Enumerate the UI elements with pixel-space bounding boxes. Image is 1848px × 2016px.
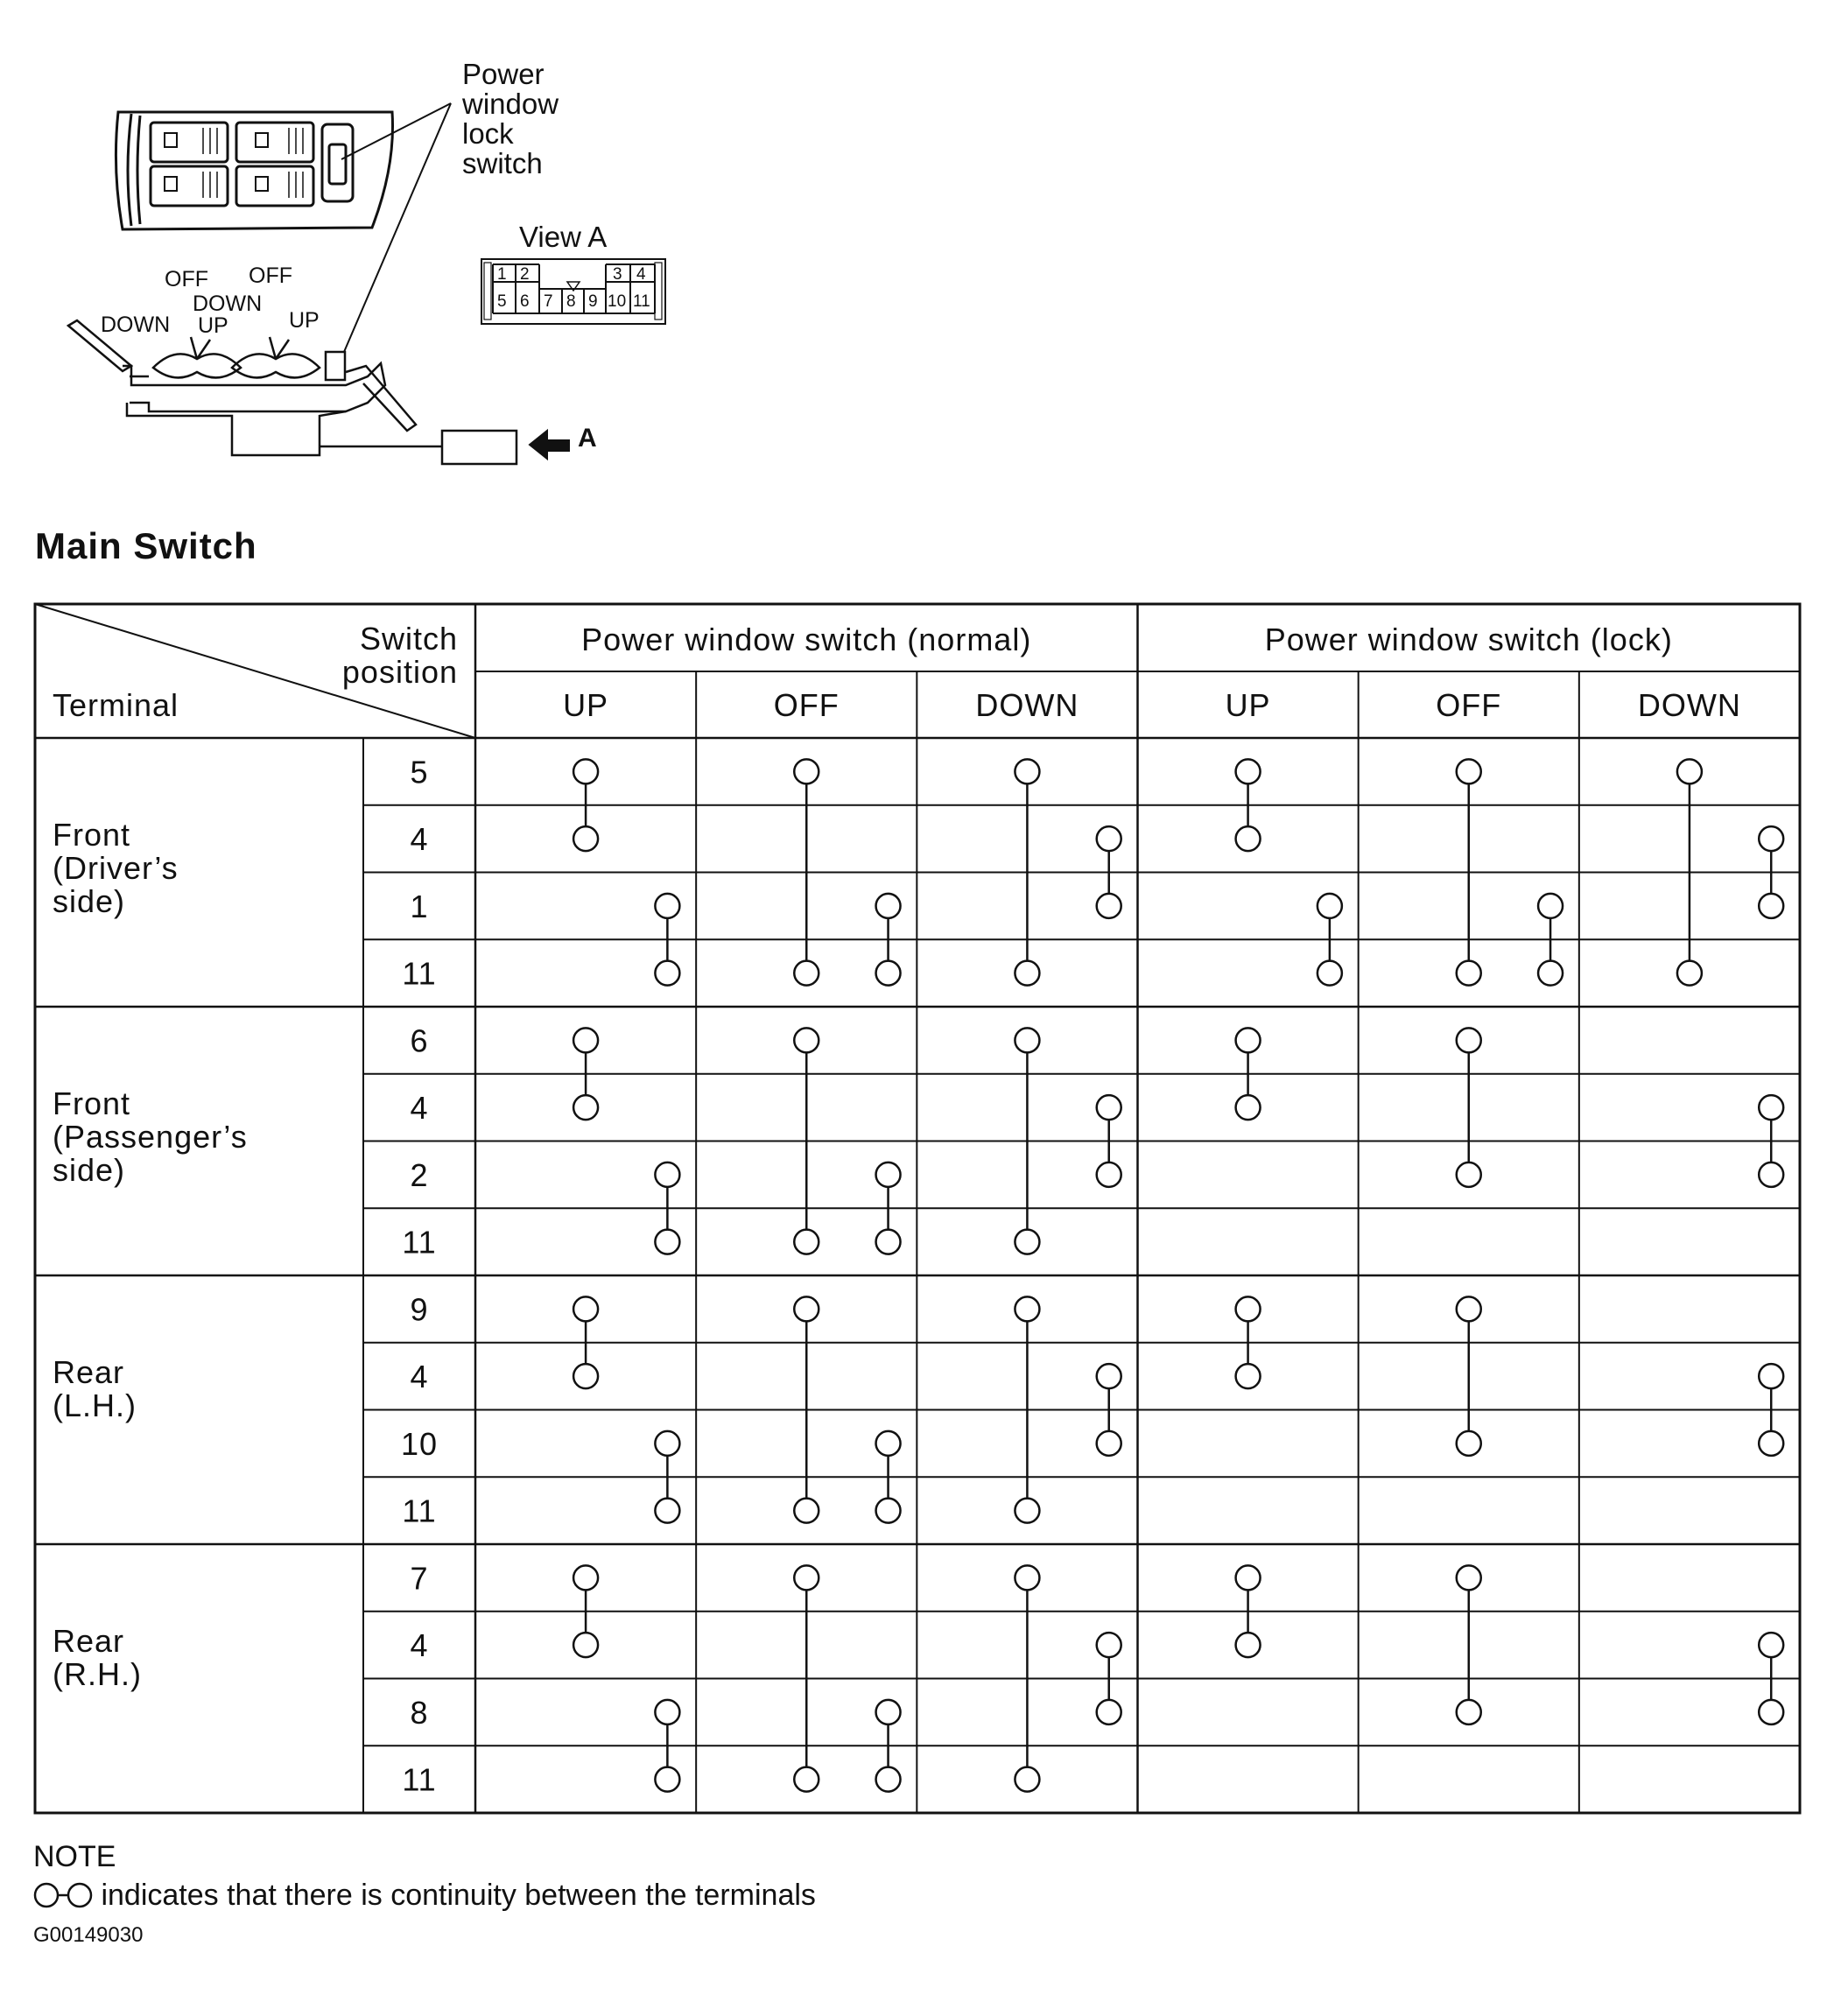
terminal-circle xyxy=(655,961,679,986)
note-title: NOTE xyxy=(33,1840,116,1873)
note-text: indicates that there is continuity between the terminals xyxy=(101,1879,816,1912)
terminal-circle xyxy=(1097,1633,1121,1657)
terminal-circle xyxy=(1236,759,1261,783)
corner-label: Switch xyxy=(359,621,458,657)
terminal-circle xyxy=(1015,759,1039,783)
terminal-circle xyxy=(1457,1700,1481,1724)
callout-line: switch xyxy=(462,147,543,179)
terminal-circle xyxy=(655,1431,679,1456)
terminal-circle xyxy=(1759,894,1783,918)
terminal-circle xyxy=(1457,961,1481,986)
rocker-label: DOWN xyxy=(101,313,171,337)
terminal-circle xyxy=(794,1230,819,1254)
rocker-label: DOWN xyxy=(193,292,263,316)
group-header: Power window switch (lock) xyxy=(1264,622,1673,657)
terminal-number: 11 xyxy=(402,1224,437,1261)
terminal-circle xyxy=(1236,1633,1261,1657)
section-name: Rear xyxy=(53,1354,125,1391)
column-header: UP xyxy=(1225,687,1271,723)
rocker-label: UP xyxy=(198,313,228,338)
figure-id: G00149030 xyxy=(33,1923,144,1947)
terminal-circle xyxy=(573,1565,598,1590)
terminal-circle xyxy=(1759,826,1783,851)
connector-pin-label: 6 xyxy=(520,292,530,311)
terminal-circle xyxy=(1759,1163,1783,1187)
terminal-circle xyxy=(1457,1431,1481,1456)
terminal-circle xyxy=(876,961,901,986)
terminal-circle xyxy=(1759,1095,1783,1120)
terminal-circle xyxy=(1015,961,1039,986)
terminal-number: 4 xyxy=(410,1090,429,1127)
terminal-circle xyxy=(1015,1565,1039,1590)
continuity-symbol-icon xyxy=(33,1880,93,1910)
callout-line: Power xyxy=(462,58,545,90)
terminal-circle xyxy=(1236,1095,1261,1120)
terminal-circle xyxy=(1759,1431,1783,1456)
section-name: Front xyxy=(53,817,131,853)
section-name: (R.H.) xyxy=(53,1656,142,1693)
terminal-circle xyxy=(1538,894,1563,918)
terminal-circle xyxy=(1457,1296,1481,1321)
terminal-circle xyxy=(1759,1633,1783,1657)
terminal-number: 4 xyxy=(410,1627,429,1664)
terminal-circle xyxy=(573,1028,598,1052)
arrow-label: A xyxy=(578,424,597,453)
connector-pin-label: 11 xyxy=(633,292,650,311)
terminal-circle xyxy=(655,1499,679,1523)
terminal-circle xyxy=(573,1633,598,1657)
terminal-circle xyxy=(876,894,901,918)
terminal-circle xyxy=(1677,759,1702,783)
rocker-label: OFF xyxy=(165,267,208,292)
column-header: DOWN xyxy=(1637,687,1741,723)
section-name: (Passenger’s xyxy=(53,1119,248,1156)
terminal-circle xyxy=(794,1028,819,1052)
terminal-number: 1 xyxy=(410,888,429,924)
connector-pin-label: 3 xyxy=(613,265,622,284)
terminal-number: 9 xyxy=(410,1291,429,1328)
rocker-label: OFF xyxy=(249,263,292,288)
terminal-circle xyxy=(655,1163,679,1187)
section-name: (L.H.) xyxy=(53,1387,137,1424)
terminal-circle xyxy=(1457,1028,1481,1052)
column-header: DOWN xyxy=(975,687,1079,723)
section-name: (Driver’s xyxy=(53,850,179,887)
rocker-label: UP xyxy=(289,308,320,333)
terminal-circle xyxy=(1759,1364,1783,1388)
column-header: UP xyxy=(563,687,609,723)
terminal-number: 11 xyxy=(402,1493,437,1529)
corner-label: Terminal xyxy=(53,687,179,723)
terminal-circle xyxy=(1097,826,1121,851)
terminal-circle xyxy=(1097,1700,1121,1724)
terminal-circle xyxy=(1015,1499,1039,1523)
connector-pin-label: 7 xyxy=(544,292,553,311)
terminal-circle xyxy=(1236,826,1261,851)
column-header: OFF xyxy=(773,687,840,723)
terminal-circle xyxy=(573,826,598,851)
terminal-circle xyxy=(573,1364,598,1388)
terminal-circle xyxy=(573,759,598,783)
terminal-circle xyxy=(876,1499,901,1523)
section-name: Rear xyxy=(53,1623,125,1660)
terminal-number: 10 xyxy=(400,1425,439,1462)
callout-line: window xyxy=(462,88,559,120)
terminal-number: 11 xyxy=(402,1761,437,1798)
terminal-number: 8 xyxy=(410,1694,429,1731)
connector-pin-label: 9 xyxy=(588,292,598,311)
terminal-circle xyxy=(1759,1700,1783,1724)
corner-label: position xyxy=(341,654,458,690)
terminal-circle xyxy=(876,1431,901,1456)
terminal-circle xyxy=(876,1700,901,1724)
view-a-label: View A xyxy=(519,221,608,253)
terminal-circle xyxy=(876,1163,901,1187)
section-name: side) xyxy=(53,883,126,920)
terminal-circle xyxy=(1097,894,1121,918)
terminal-number: 4 xyxy=(410,1359,429,1395)
terminal-number: 4 xyxy=(410,821,429,858)
terminal-circle xyxy=(1015,1230,1039,1254)
terminal-circle xyxy=(1015,1296,1039,1321)
terminal-circle xyxy=(1317,894,1342,918)
connector-pin-label: 1 xyxy=(497,265,507,284)
connector-pin-label: 4 xyxy=(636,265,646,284)
terminal-circle xyxy=(794,1767,819,1792)
terminal-circle xyxy=(573,1095,598,1120)
terminal-circle xyxy=(1317,961,1342,986)
terminal-circle xyxy=(573,1296,598,1321)
terminal-circle xyxy=(1236,1565,1261,1590)
section-name: Front xyxy=(53,1085,131,1122)
note-line xyxy=(33,1879,816,1913)
connector-pin-label: 10 xyxy=(608,292,627,311)
terminal-circle xyxy=(655,1230,679,1254)
terminal-circle xyxy=(1236,1364,1261,1388)
column-header: OFF xyxy=(1436,687,1502,723)
terminal-number: 11 xyxy=(402,955,437,992)
terminal-circle xyxy=(1097,1364,1121,1388)
terminal-circle xyxy=(794,1565,819,1590)
terminal-number: 6 xyxy=(410,1022,429,1059)
terminal-circle xyxy=(1015,1028,1039,1052)
terminal-number: 5 xyxy=(410,754,429,790)
terminal-circle xyxy=(794,759,819,783)
connector-pin-label: 8 xyxy=(566,292,576,311)
terminal-circle xyxy=(1097,1095,1121,1120)
terminal-circle xyxy=(1457,759,1481,783)
terminal-circle xyxy=(1457,1163,1481,1187)
terminal-circle xyxy=(1097,1431,1121,1456)
terminal-circle xyxy=(1236,1296,1261,1321)
terminal-circle xyxy=(794,1499,819,1523)
terminal-number: 2 xyxy=(410,1156,429,1193)
terminal-number: 7 xyxy=(410,1560,429,1597)
terminal-circle xyxy=(655,894,679,918)
connector-pin-label: 2 xyxy=(520,265,530,284)
terminal-circle xyxy=(655,1767,679,1792)
terminal-circle xyxy=(655,1700,679,1724)
terminal-circle xyxy=(1236,1028,1261,1052)
section-name: side) xyxy=(53,1152,126,1189)
section-heading: Main Switch xyxy=(35,525,257,566)
terminal-circle xyxy=(1097,1163,1121,1187)
terminal-circle xyxy=(1677,961,1702,986)
terminal-circle xyxy=(1457,1565,1481,1590)
callout-line: lock xyxy=(462,117,514,150)
terminal-circle xyxy=(876,1230,901,1254)
terminal-circle xyxy=(794,1296,819,1321)
terminal-circle xyxy=(1015,1767,1039,1792)
connector-pin-label: 5 xyxy=(497,292,507,311)
terminal-circle xyxy=(794,961,819,986)
terminal-circle xyxy=(876,1767,901,1792)
terminal-circle xyxy=(1538,961,1563,986)
group-header: Power window switch (normal) xyxy=(581,622,1032,657)
